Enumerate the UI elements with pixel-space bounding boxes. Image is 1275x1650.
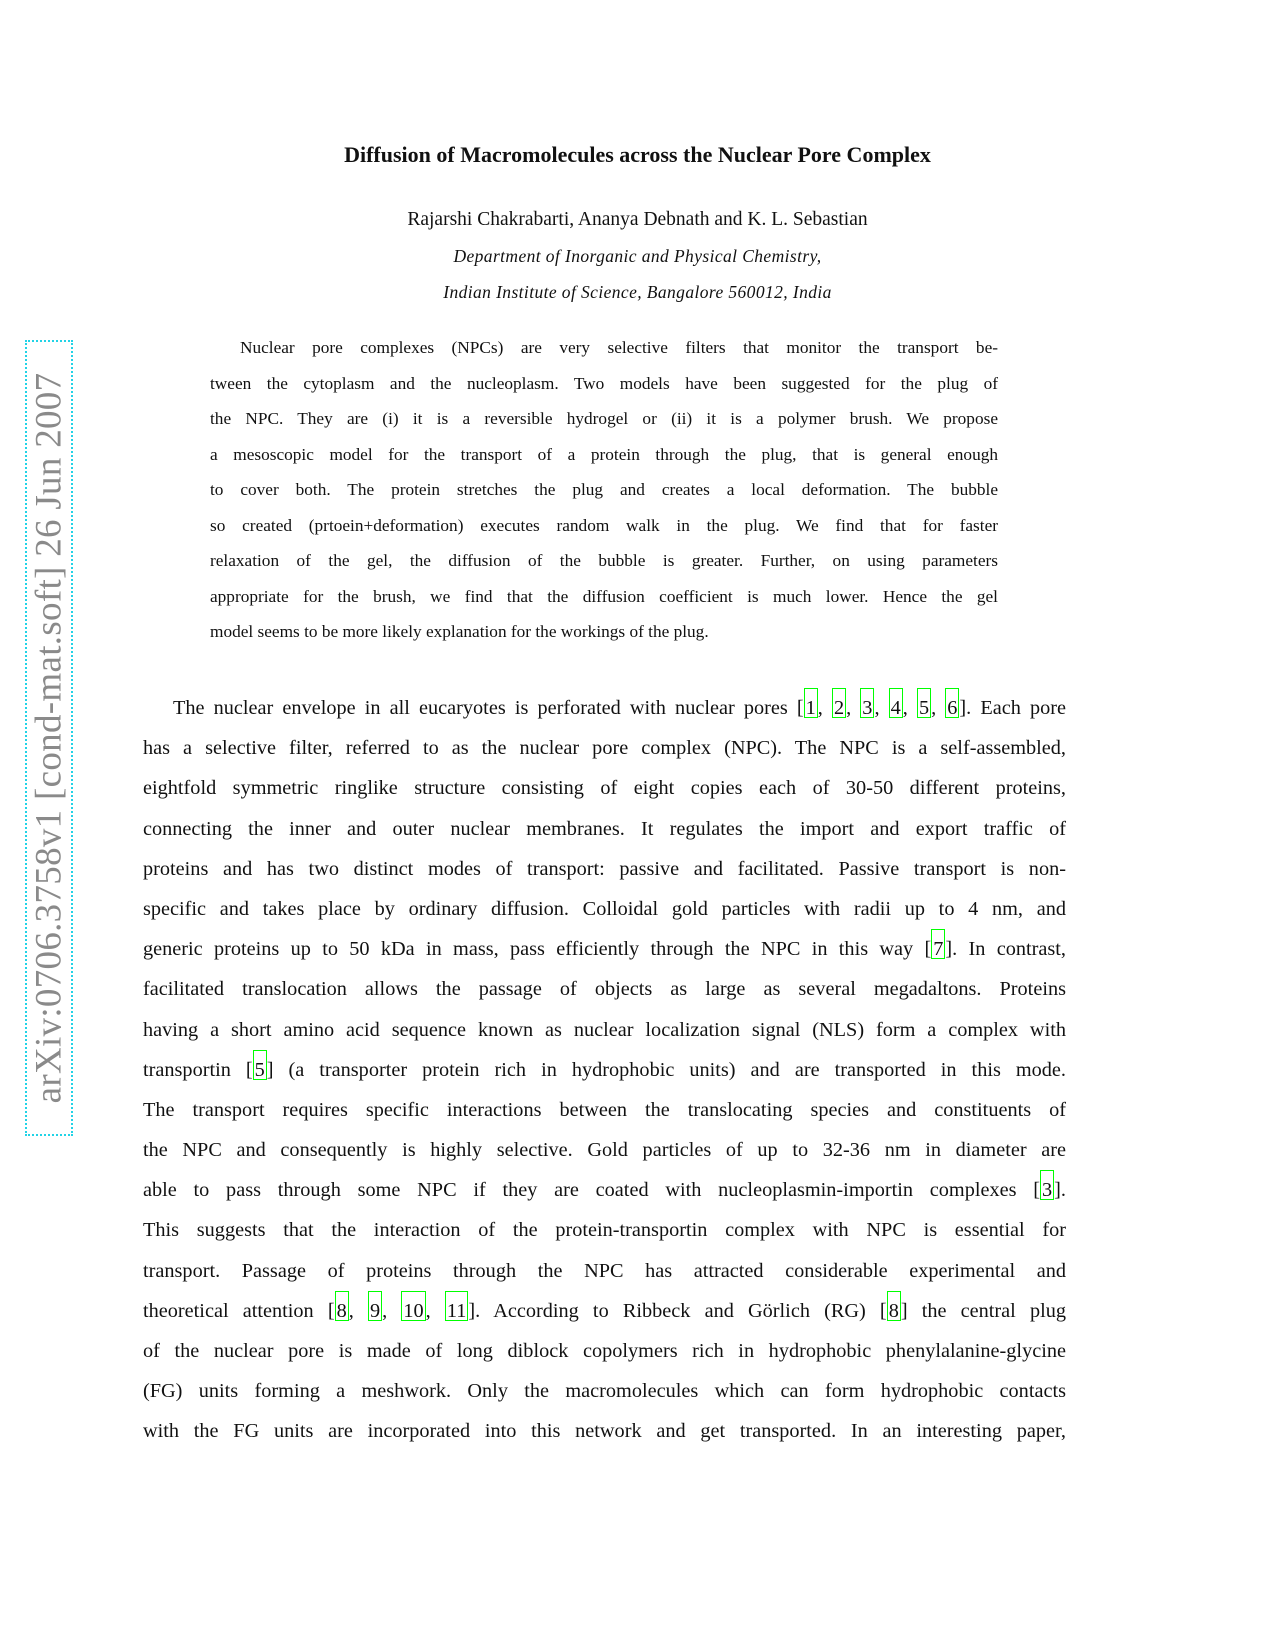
body-line: This suggests that the interaction of the protein-transportin complex with NPC is essential for — [143, 1219, 1066, 1242]
abstract-line: model seems to be more likely explanation for the workings of the plug. — [210, 622, 709, 641]
citation-link[interactable]: 1 — [804, 688, 818, 718]
arxiv-stamp[interactable] — [25, 340, 73, 1136]
abstract-line: appropriate for the brush, we find that the diffusion coefficient is much lower. Hence the gel — [210, 586, 998, 606]
body-line: having a short amino acid sequence known as nuclear localization signal (NLS) form a complex with — [143, 1018, 1066, 1041]
body-line: generic proteins up to 50 kDa in mass, pass efficiently through the NPC in this way [7]. In contrast, — [143, 936, 1066, 976]
body-line: with the FG units are incorporated into this network and get transported. In an interesting paper, — [143, 1420, 1066, 1443]
abstract-line: so created (prtoein+deformation) executes random walk in the plug. We find that for faster — [210, 515, 998, 535]
body-line: facilitated translocation allows the passage of objects as large as several megadaltons. Proteins — [143, 978, 1066, 1001]
citation-link[interactable]: 2 — [832, 688, 846, 718]
citation-link[interactable]: 3 — [860, 688, 874, 718]
affiliation-department: Department of Inorganic and Physical Chemistry, — [453, 246, 822, 266]
body-line: the NPC and consequently is highly selective. Gold particles of up to 32-36 nm in diameter are — [143, 1139, 1066, 1162]
body-line: of the nuclear pore is made of long diblock copolymers rich in hydrophobic phenylalanine-glycine — [143, 1340, 1066, 1362]
citation-link[interactable]: 3 — [1040, 1170, 1054, 1200]
body-line: transport. Passage of proteins through the NPC has attracted considerable experimental and — [143, 1259, 1066, 1282]
citation-link[interactable]: 8 — [335, 1291, 349, 1321]
abstract-line: Nuclear pore complexes (NPCs) are very selective filters that monitor the transport be- — [240, 338, 998, 357]
body-line: (FG) units forming a meshwork. Only the macromolecules which can form hydrophobic contacts — [143, 1380, 1066, 1403]
citation-link[interactable]: 4 — [889, 688, 903, 718]
abstract-line: a mesoscopic model for the transport of a protein through the plug, that is general enough — [210, 444, 998, 464]
citation-link[interactable]: 6 — [945, 688, 959, 718]
citation-link[interactable]: 10 — [401, 1291, 425, 1321]
body-line: connecting the inner and outer nuclear membranes. It regulates the import and export traffic of — [143, 817, 1066, 840]
affiliation-institute: Indian Institute of Science, Bangalore 560012, India — [443, 282, 832, 302]
authors: Rajarshi Chakrabarti, Ananya Debnath and K. L. Sebastian — [407, 209, 868, 230]
body-text — [143, 695, 1066, 1459]
citation-link[interactable]: 11 — [445, 1291, 469, 1321]
citation-link[interactable]: 9 — [368, 1291, 382, 1321]
abstract-line: the NPC. They are (i) it is a reversible hydrogel or (ii) it is a polymer brush. We propose — [210, 409, 998, 428]
body-line: transportin [5] (a transporter protein rich in hydrophobic units) and are transported in this mode. — [143, 1057, 1066, 1097]
abstract — [210, 337, 998, 657]
body-line: has a selective filter, referred to as the nuclear pore complex (NPC). The NPC is a self-assembled, — [143, 737, 1066, 760]
body-line: proteins and has two distinct modes of transport: passive and facilitated. Passive transport is non- — [143, 857, 1066, 880]
abstract-line: to cover both. The protein stretches the plug and creates a local deformation. The bubble — [210, 480, 998, 499]
body-line: specific and takes place by ordinary diffusion. Colloidal gold particles with radii up to 4 nm, and — [143, 897, 1066, 920]
citation-link[interactable]: 8 — [887, 1291, 901, 1321]
citation-link[interactable]: 5 — [917, 688, 931, 718]
body-line: The nuclear envelope in all eucaryotes is perforated with nuclear pores [1, 2, 3, 4, 5, 6]. Each pore — [143, 695, 1066, 735]
abstract-line: tween the cytoplasm and the nucleoplasm. Two models have been suggested for the plug of — [210, 373, 998, 393]
body-line: theoretical attention [8, 9, 10, 11]. According to Ribbeck and Görlich (RG) [8] the central plug — [143, 1298, 1066, 1338]
citation-link[interactable]: 5 — [253, 1050, 267, 1080]
paper-title: Diffusion of Macromolecules across the Nuclear Pore Complex — [344, 142, 931, 167]
arxiv-id: arXiv:0706.3758v1 [cond-mat.soft] 26 Jun 2007 — [28, 372, 70, 1104]
abstract-line: relaxation of the gel, the diffusion of the bubble is greater. Further, on using parameters — [210, 551, 998, 570]
body-line: able to pass through some NPC if they are coated with nucleoplasmin-importin complexes [3]. — [143, 1177, 1066, 1217]
body-line: eightfold symmetric ringlike structure consisting of eight copies each of 30-50 different proteins, — [143, 777, 1066, 800]
body-line: The transport requires specific interactions between the translocating species and constituents of — [143, 1098, 1066, 1121]
citation-link[interactable]: 7 — [931, 929, 945, 959]
